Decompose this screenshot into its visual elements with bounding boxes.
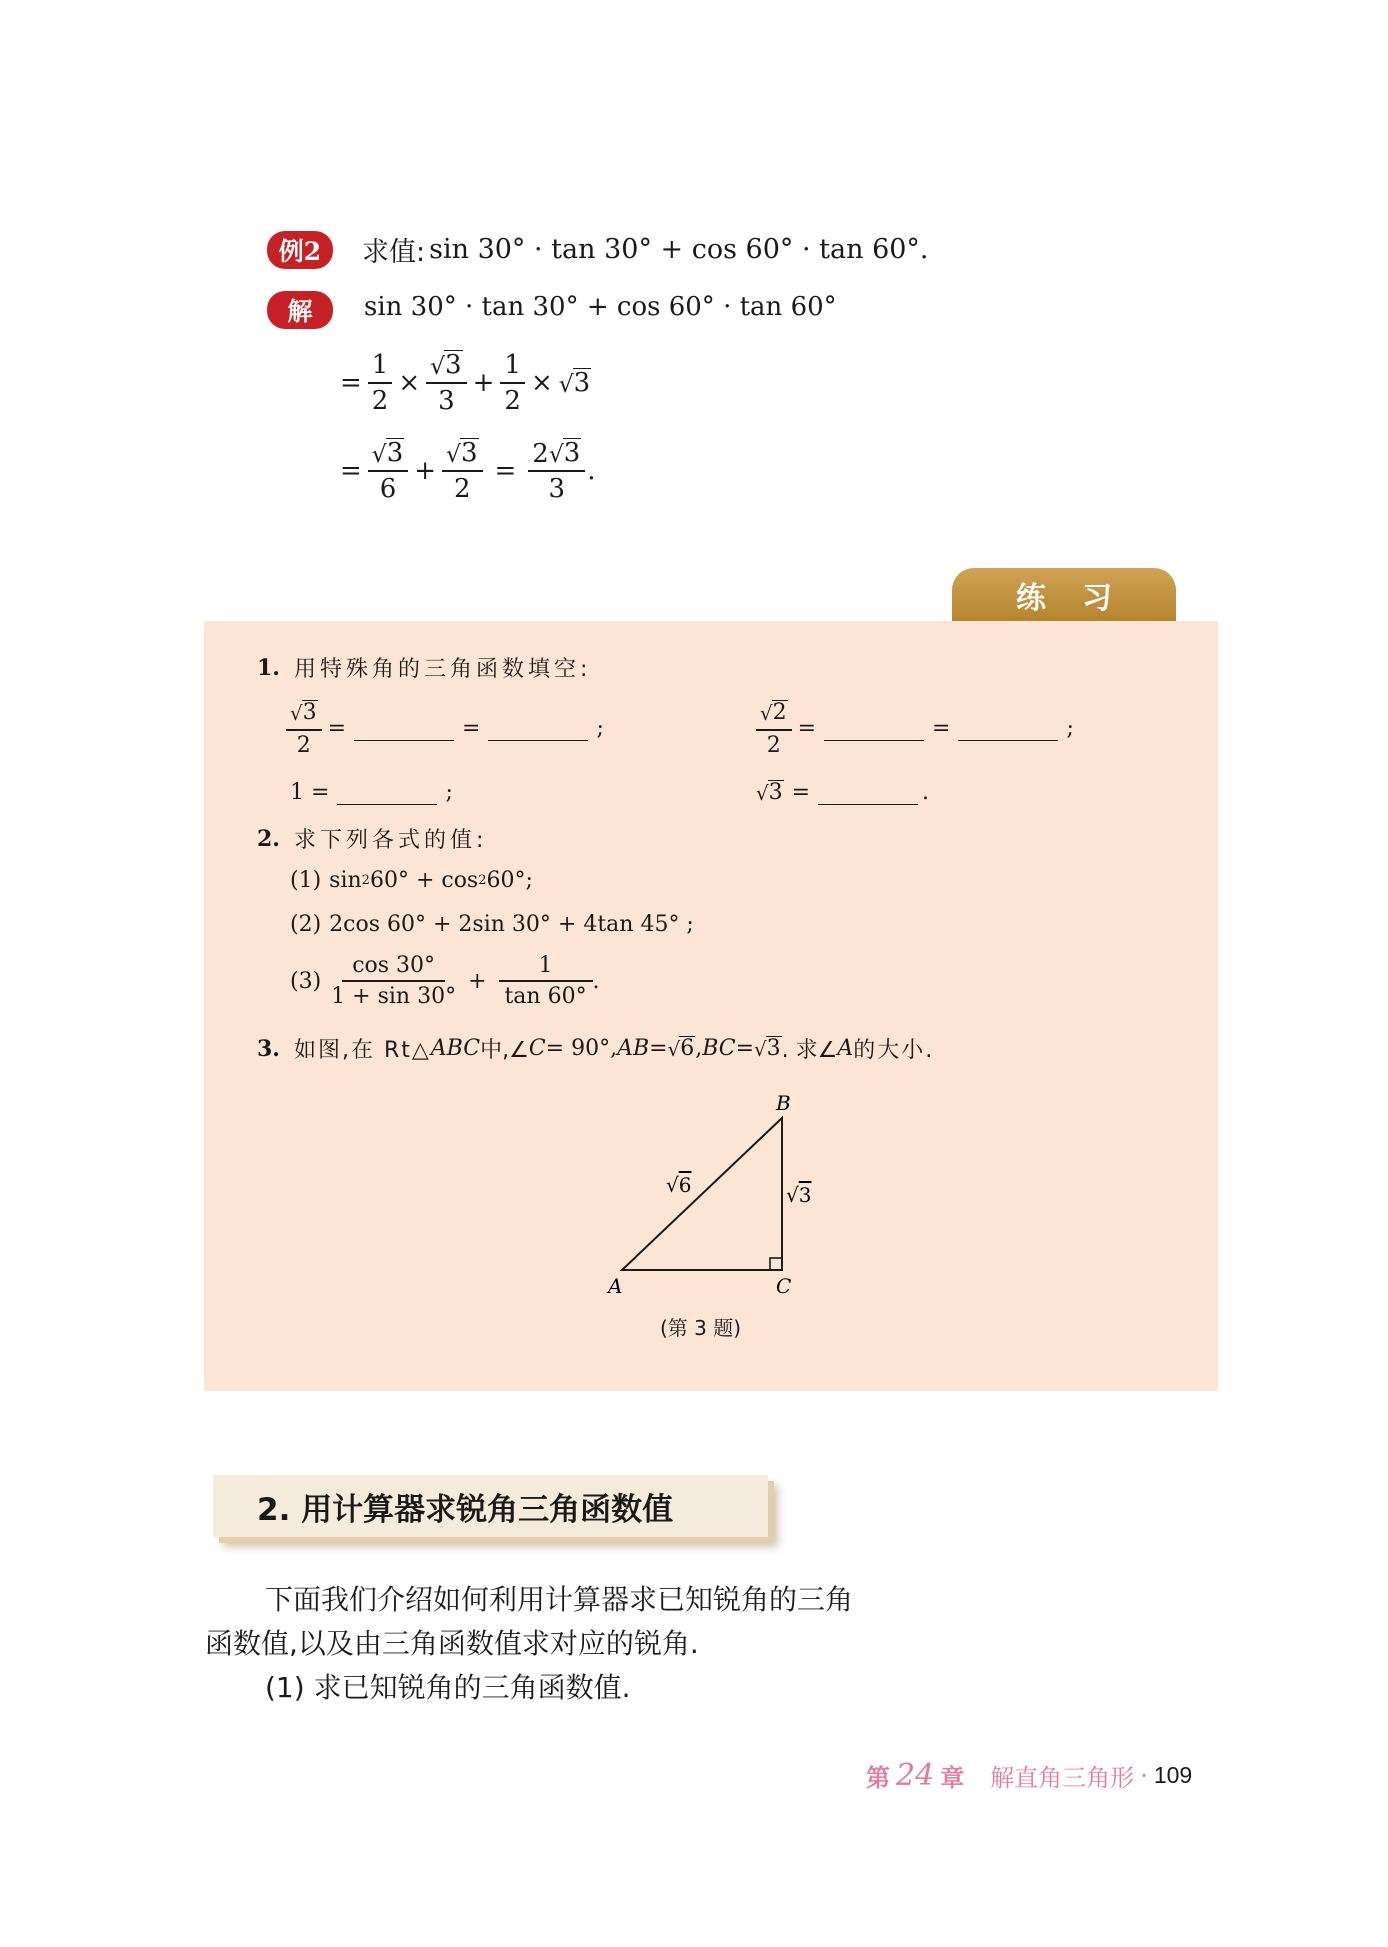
subsection-heading: (1) 求已知锐角的三角函数值. — [265, 1671, 631, 1704]
solution-step-2: = √ 3 6 + √ 3 2 = 2 √ 3 3 . — [340, 438, 596, 505]
practice-tab: 练习 — [952, 568, 1176, 622]
fraction: √ 3 3 — [426, 350, 466, 416]
vertex-label-a: A — [608, 1274, 623, 1298]
section-paragraph-line-2: 函数值,以及由三角函数值求对应的锐角. — [205, 1627, 699, 1660]
answer-blank[interactable] — [337, 780, 437, 805]
triangle-figure — [600, 1090, 820, 1300]
fraction: $\frac{1}{2}$ — [500, 351, 525, 415]
question-1: 1. 用特殊角的三角函数填空: — [257, 654, 592, 682]
fraction: √ 3 6 — [368, 438, 408, 504]
fraction: √ 3 2 — [442, 438, 482, 504]
answer-blank[interactable] — [488, 716, 588, 741]
solution-first-line: sin 30° · tan 30° + cos 60° · tan 60° — [364, 292, 837, 322]
q2-part-1: (1) sin 2 60° + cos 2 60°; — [290, 868, 533, 893]
q1-row-one: 1 = ; — [290, 780, 453, 805]
sqrt: √ 3 — [430, 350, 462, 380]
page-number: 109 — [1153, 1762, 1193, 1788]
triangle-abc — [622, 1118, 782, 1270]
fraction: $\frac{1}{2}$ — [368, 351, 393, 415]
q1-row-sqrt2: √ 2 2 = = ; — [756, 700, 1074, 758]
q1-row-sqrt3: √ 3 2 = = ; — [286, 700, 604, 758]
page-footer: 第 24 章 解直角三角形 · 109 — [866, 1758, 1193, 1793]
side-bc-label: √3 — [786, 1183, 812, 1207]
sqrt: √ 3 — [558, 368, 591, 399]
right-angle-mark — [770, 1258, 782, 1270]
q1-row-sqrt3-alone: √ 3 = . — [756, 780, 930, 806]
question-3: 3. 如图,在 Rt△ ABC 中,∠ C = 90°, AB = √ 6 , BC = √ 3 . 求∠ A 的大小. — [257, 1035, 935, 1063]
figure-caption: (第 3 题) — [660, 1316, 742, 1340]
fraction: 2 √ 3 3 — [528, 438, 585, 504]
solution-badge: 解 — [267, 291, 333, 329]
section-banner: 2. 用计算器求锐角三角函数值 — [213, 1475, 768, 1537]
hypotenuse-label: √6 — [666, 1173, 692, 1197]
vertex-label-b: B — [776, 1091, 791, 1115]
answer-blank[interactable] — [958, 716, 1058, 741]
question-2: 2. 求下列各式的值: — [257, 825, 488, 853]
q2-part-3: (3) $\frac{\cos 30^\circ}{1 + \sin 30^\circ}$ + $\frac{1}{\tan 60^\circ}$ . — [290, 953, 600, 1010]
answer-blank[interactable] — [354, 716, 454, 741]
solution-step-1: = $\frac{1}{2}$ × √ 3 3 + $\frac{1}{2}$ × √ 3 — [340, 349, 591, 417]
answer-blank[interactable] — [824, 716, 924, 741]
example-prompt: 求值: sin 30° · tan 30° + cos 60° · tan 60°. — [362, 234, 929, 268]
example-badge: 例2 — [267, 231, 333, 269]
section-paragraph-line-1: 下面我们介绍如何利用计算器求已知锐角的三角 — [265, 1583, 854, 1616]
vertex-label-c: C — [776, 1274, 792, 1298]
answer-blank[interactable] — [818, 780, 918, 805]
q2-part-2: (2) 2cos 60° + 2sin 30° + 4tan 45° ; — [290, 912, 694, 937]
